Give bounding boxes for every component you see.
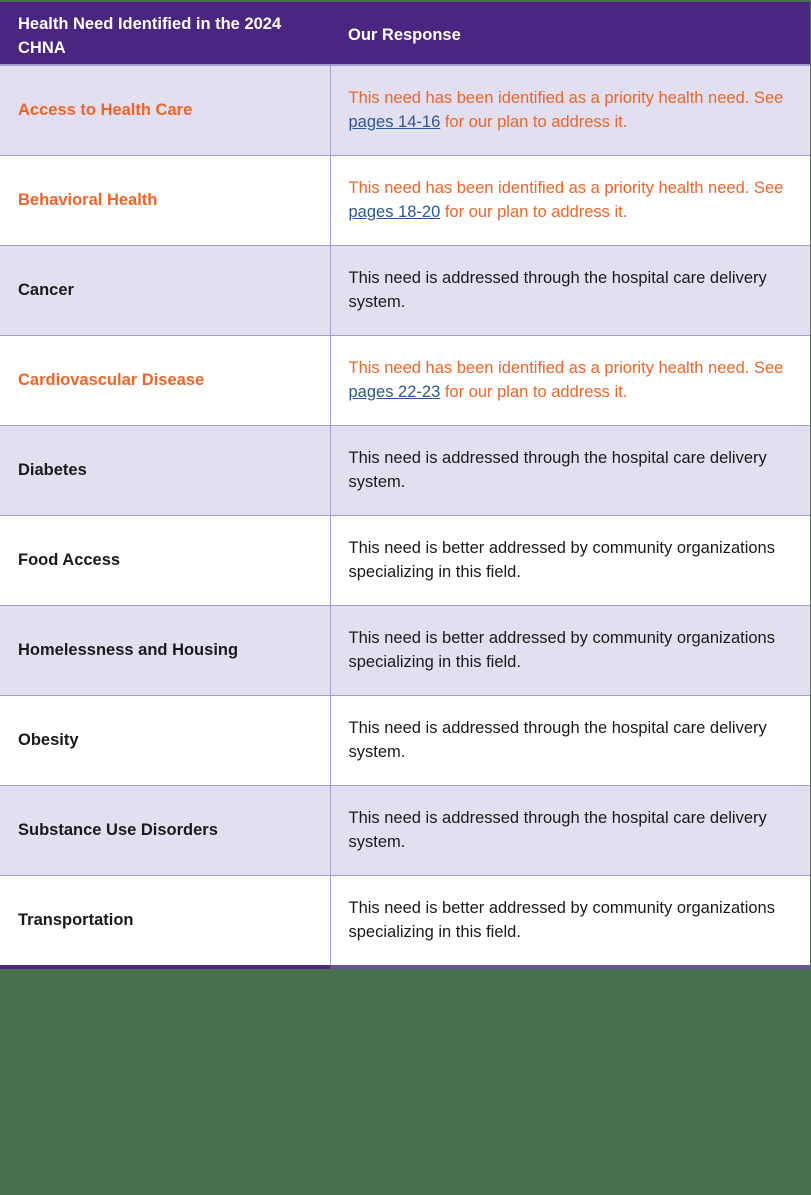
- response-text: This need has been identified as a priority health need. See: [348, 89, 784, 108]
- response-cell: [330, 695, 810, 785]
- response-cell: [330, 785, 810, 875]
- response-text: This need is addressed through the hospital care delivery system.: [348, 809, 767, 851]
- response-text: This need is addressed through the hospital care delivery system.: [348, 719, 767, 761]
- response-text: This need has been identified as a priority health need. See: [348, 179, 784, 197]
- response-text: This need is better addressed by community organizations specializing in this field.: [348, 899, 775, 942]
- health-need-cell: Transportation: [0, 875, 330, 965]
- response-cell: [330, 515, 810, 605]
- table-row: [0, 605, 810, 695]
- response-text-suffix: for our plan to address it.: [440, 383, 628, 401]
- health-need-cell: Cancer: [0, 245, 330, 335]
- pages-link[interactable]: pages 14-16: [348, 113, 441, 132]
- response-cell: [330, 65, 810, 155]
- response-text: This need is addressed through the hospital care delivery system.: [348, 449, 767, 491]
- response-text-suffix: for our plan to address it.: [440, 203, 628, 221]
- pages-link[interactable]: pages 22-23: [348, 383, 441, 401]
- response-cell: [330, 245, 810, 335]
- table-header-row: [0, 2, 810, 65]
- table-row: [0, 785, 810, 875]
- health-need-cell: Obesity: [0, 695, 330, 785]
- health-needs-table-container: [0, 2, 810, 969]
- response-cell: [330, 155, 810, 245]
- table-row: [0, 155, 810, 245]
- pages-link[interactable]: pages 18-20: [348, 203, 441, 221]
- health-need-cell: Homelessness and Housing: [0, 605, 330, 695]
- health-need-cell: Food Access: [0, 515, 330, 605]
- response-cell: [330, 335, 810, 425]
- response-text: This need is better addressed by community organizations specializing in this field.: [348, 629, 775, 671]
- health-need-cell: Substance Use Disorders: [0, 785, 330, 875]
- health-need-cell: Cardiovascular Disease: [0, 335, 330, 425]
- table-row: [0, 65, 810, 155]
- table-row: [0, 425, 810, 515]
- response-text: This need has been identified as a priority health need. See: [348, 359, 784, 377]
- bottom-border-left: [0, 965, 330, 969]
- table-row: [0, 515, 810, 605]
- health-need-cell: Access to Health Care: [0, 65, 330, 155]
- response-cell: [330, 875, 810, 965]
- response-text: This need is addressed through the hospital care delivery system.: [348, 269, 767, 311]
- table-row: [0, 875, 810, 965]
- response-cell: [330, 605, 810, 695]
- response-cell: [330, 425, 810, 515]
- health-need-cell: Diabetes: [0, 425, 330, 515]
- table-row: [0, 335, 810, 425]
- header-our-response: Our Response: [330, 2, 810, 65]
- table-row: [0, 245, 810, 335]
- response-text-suffix: for our plan to address it.: [440, 113, 628, 132]
- header-health-need: Health Need Identified in the 2024 CHNA: [0, 2, 330, 65]
- table-row: [0, 695, 810, 785]
- health-need-cell: Behavioral Health: [0, 155, 330, 245]
- bottom-border-right: [330, 965, 810, 969]
- table-bottom-border: [0, 965, 810, 969]
- response-text: This need is better addressed by community organizations specializing in this field.: [348, 539, 775, 581]
- health-needs-table: [0, 2, 810, 965]
